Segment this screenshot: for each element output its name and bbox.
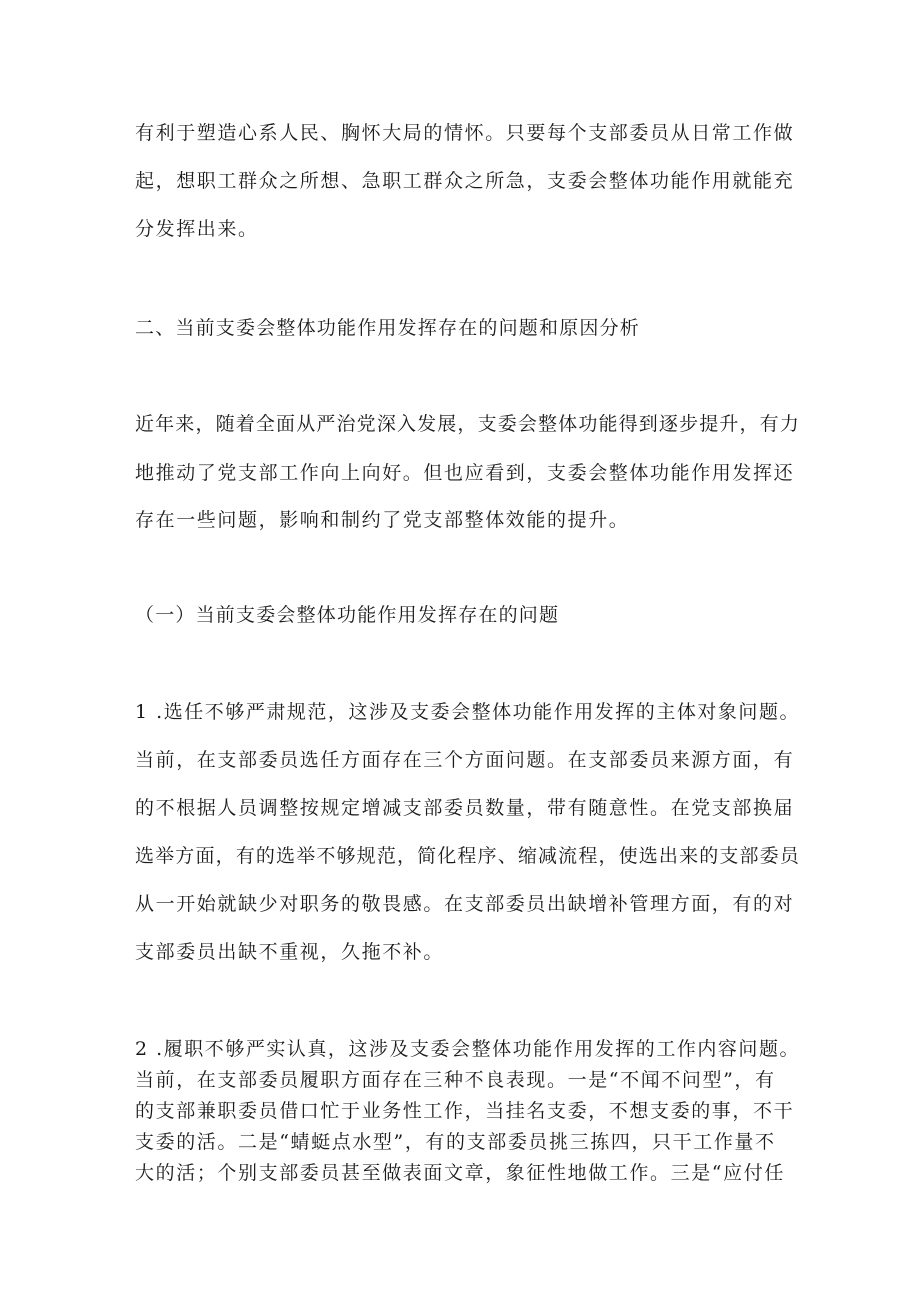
text-line: 1 .选任不够严肃规范，这涉及支委会整体功能作用发挥的主体对象问题。 xyxy=(135,701,800,723)
text-line: 2 .履职不够严实认真，这涉及支委会整体功能作用发挥的工作内容问题。 xyxy=(135,1038,800,1060)
text-line: 有利于塑造心系人民、胸怀大局的情怀。只要每个支部委员从日常工作做 xyxy=(135,122,795,144)
text-line: 大的活；个别支部委员甚至做表面文章，象征性地做工作。三是“应付任 xyxy=(135,1162,785,1184)
text-line: 地推动了党支部工作向上向好。但也应看到，支委会整体功能作用发挥还 xyxy=(135,462,795,484)
heading-text: （一）当前支委会整体功能作用发挥存在的问题 xyxy=(135,604,560,626)
text-line: 近年来，随着全面从严治党深入发展，支委会整体功能得到逐步提升，有力 xyxy=(135,413,800,435)
text-line: 存在一些问题，影响和制约了党支部整体效能的提升。 xyxy=(135,509,630,531)
text-line: 的支部兼职委员借口忙于业务性工作，当挂名支委，不想支委的事，不干 xyxy=(135,1100,795,1122)
text-line: 从一开始就缺少对职务的敬畏感。在支部委员出缺增补管理方面，有的对 xyxy=(135,893,795,915)
heading-text: 二、当前支委会整体功能作用发挥存在的问题和原因分析 xyxy=(135,317,641,339)
text-line: 支委的活。二是“蜻蜓点水型”，有的支部委员挑三拣四，只干工作量不 xyxy=(135,1131,776,1153)
text-line: 当前，在支部委员选任方面存在三个方面问题。在支部委员来源方面，有 xyxy=(135,749,795,771)
text-line: 支部委员出缺不重视，久拖不补。 xyxy=(135,941,445,963)
text-line: 当前，在支部委员履职方面存在三种不良表现。一是“不闻不问型”，有 xyxy=(135,1069,776,1091)
text-line: 选举方面，有的选举不够规范，简化程序、缩减流程，使选出来的支部委员 xyxy=(135,845,800,867)
text-line: 的不根据人员调整按规定增减支部委员数量，带有随意性。在党支部换届 xyxy=(135,797,795,819)
text-line: 起，想职工群众之所想、急职工群众之所急，支委会整体功能作用就能充 xyxy=(135,170,795,192)
text-line: 分发挥出来。 xyxy=(135,218,259,240)
